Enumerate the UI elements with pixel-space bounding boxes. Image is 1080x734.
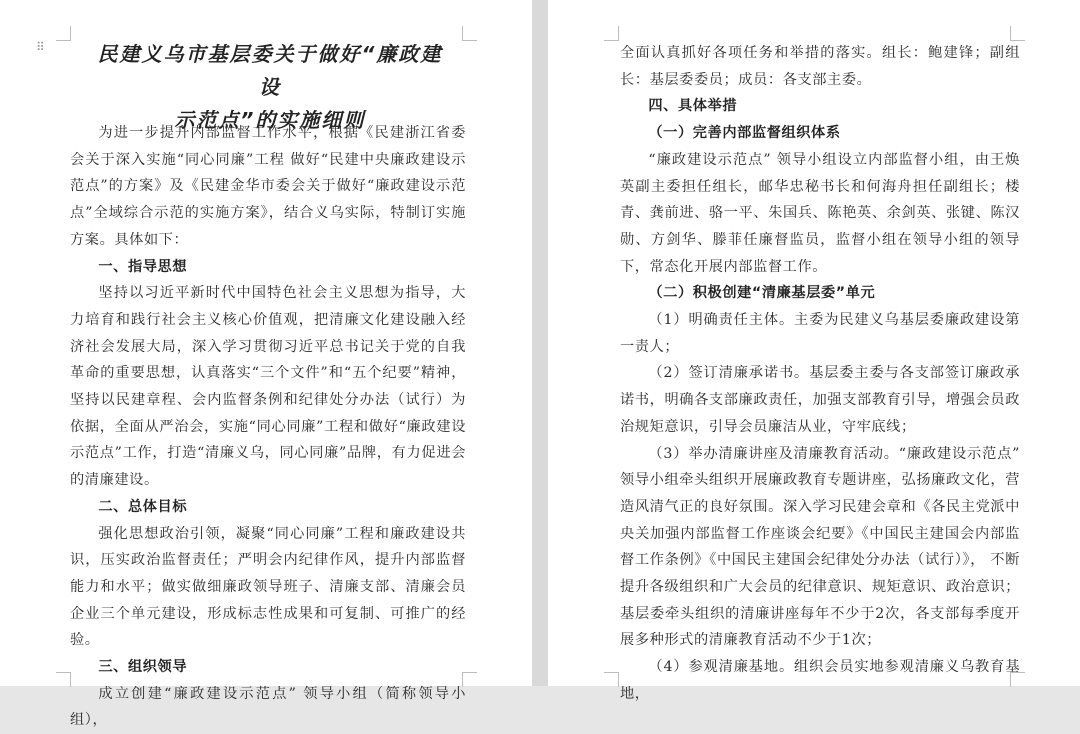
title-line-1: 民建义乌市基层委关于做好“廉政建设	[97, 42, 443, 99]
section-heading-guiding-ideology: 一、指导思想	[98, 258, 188, 275]
right-page-body	[620, 40, 1020, 708]
crop-mark	[604, 672, 619, 687]
paragraph-measure-4: （4）参观清廉基地。组织会员实地参观清廉义乌教育基地，	[620, 659, 1020, 702]
drag-handle-icon[interactable]: ⠿	[36, 40, 44, 54]
left-page-body	[70, 120, 466, 734]
paragraph-organization: 成立创建“廉政建设示范点” 领导小组（简称领导小组），	[70, 685, 466, 729]
page-gutter	[532, 0, 548, 686]
crop-mark	[56, 672, 71, 687]
subheading-clean-committee: （二）积极创建“清廉基层委”单元	[648, 285, 876, 302]
document-page-left	[0, 0, 532, 729]
crop-mark	[462, 26, 477, 41]
title-line-2: 示范点”的实施细则	[174, 108, 366, 132]
paragraph-overall-goals: 强化思想政治引领，凝聚“同心同廉”工程和廉政建设共识，压实政治监督责任；严明会内纪律作风，提升内部监督能力和水平；做实做细廉政领导班子、清廉支部、清廉会员企业三个单元建设，形成标志性成果和可复制、可推广的经验。	[70, 525, 466, 649]
crop-mark	[1010, 26, 1025, 41]
paragraph-measure-3: （3）举办清廉讲座及清廉教育活动。“廉政建设示范点” 领导小组牵头组织开展廉政教育专题讲座，弘扬廉政文化，营造风清气正的良好氛围。深入学习民建会章和《各民主党派中央关加强内部监督工作座谈会纪要》《中国民主建国会内部监督工作条例》《中国民主建国会纪律处分办法（试行）》， 不断提升各级组织和广大会员的纪律意识、规矩意识、政治意识；基层委牵头组织的清廉讲座每年不少于2次，各支部每季度开展多种形式的清廉教育活动不少于1次；	[620, 445, 1020, 649]
crop-mark	[56, 26, 71, 41]
crop-mark	[604, 26, 619, 41]
paragraph-measure-2: （2）签订清廉承诺书。基层委主委与各支部签订廉政承诺书，明确各支部廉政责任，加强支部教育引导，增强会员政治规矩意识，引导会员廉洁从业，守牢底线；	[620, 365, 1020, 435]
section-heading-overall-goals: 二、总体目标	[98, 498, 188, 515]
section-heading-specific-measures: 四、具体举措	[648, 98, 738, 115]
section-heading-organization: 三、组织领导	[98, 659, 188, 676]
intro-paragraph: 为进一步提升内部监督工作水平，根据《民建浙江省委会关于深入实施“同心同廉”工程 做好“民建中央廉政建设示范点”的方案》及《民建金华市委会关于做好“廉政建设示范点”全域综合示范的实施方案》，结合义乌实际，特制订实施方案。具体如下：	[70, 125, 466, 248]
paragraph-organization-cont: 全面认真抓好各项任务和举措的落实。组长：鲍建锋；副组长：基层委委员；成员：各支部主委。	[620, 45, 1020, 88]
paragraph-guiding-ideology: 坚持以习近平新时代中国特色社会主义思想为指导，大力培育和践行社会主义核心价值观，把清廉文化建设融入经济社会发展大局，深入学习贯彻习近平总书记关于党的自我革命的重要思想，认真落实“三个文件”和“五个纪要”精神，坚持以民建章程、会内监督条例和纪律处分办法（试行）为依据，全面从严治会，实施“同心同廉”工程和做好“廉政建设示范点”工作，打造“清廉义乌，同心同廉”品牌，有力促进会的清廉建设。	[70, 285, 466, 489]
subheading-internal-supervision: （一）完善内部监督组织体系	[648, 125, 841, 142]
paragraph-internal-supervision: “廉政建设示范点” 领导小组设立内部监督小组，由王焕英副主委担任组长，邮华忠秘书长和何海舟担任副组长；楼青、龚前进、骆一平、朱国兵、陈艳英、余剑英、张键、陈汉勋、方剑华、滕菲任廉督监员，监督小组在领导小组的领导下，常态化开展内部监督工作。	[620, 151, 1020, 275]
paragraph-measure-1: （1）明确责任主体。主委为民建义乌基层委廉政建设第一责人；	[620, 312, 1020, 355]
